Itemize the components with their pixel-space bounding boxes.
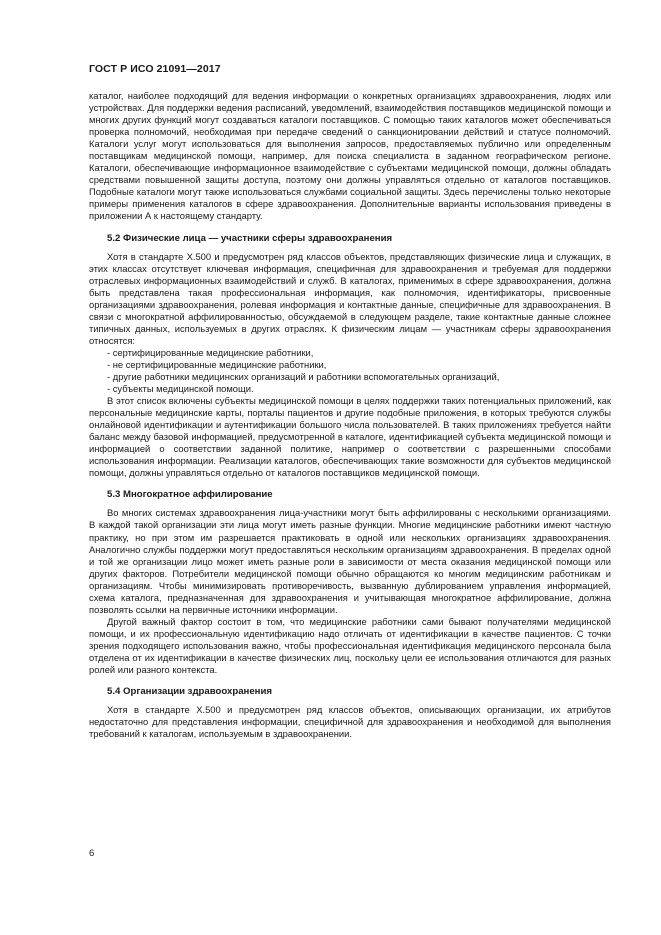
page-number: 6	[89, 848, 95, 859]
section-heading-5-2: 5.2 Физические лица — участники сферы здравоохранения	[107, 232, 393, 244]
section-5-3-paragraph-1: Во многих системах здравоохранения лица-участники могут быть аффилированы с несколькими организациями. В каждой такой организации эти лица могут иметь разные функции. Многие медицинские работники имеют частную практику, но при этом им разрешается практиковать в одной или нескольких организациях здравоохранения. Аналогично службы поддержки могут предоставляться нескольким организациям здравоохранения. В пределах одной и той же организации лицо может иметь разные роли в зависимости от места оказания медицинской помощи или других факторов. Потребители медицинской помощи обычно обращаются ко многим медицинским работникам и организациям. Чтобы минимизировать противоречивость, вызванную дублированием управления информацией, схема каталога, предназначенная для здравоохранения и учитывающая многократное аффилирование, должна позволять ссылки на первичные источники информации.	[89, 507, 611, 615]
section-5-3-paragraph-2: Другой важный фактор состоит в том, что медицинские работники сами бывают получателями медицинской помощи, и их профессиональную идентификацию надо отличать от идентификации в качестве пациентов. С точки зрения подходящего использования важно, чтобы профессиональная идентификация медицинского персонала была отделена от их идентификации в качестве физических лиц, поскольку цели ее использования отличаются для разных ролей или разного контекста.	[89, 615, 611, 676]
section-5-4-paragraph-1: Хотя в стандарте Х.500 и предусмотрен ряд классов объектов, описывающих организации, их атрибутов недостаточно для представления информации, специфичной для здравоохранения и необходимой для выполнения требований к каталогам, используемым в здравоохранении.	[89, 704, 611, 740]
list-item: - сертифицированные медицинские работники,	[107, 346, 314, 358]
list-item: - не сертифицированные медицинские работники,	[107, 358, 327, 370]
section-heading-5-4: 5.4 Организации здравоохранения	[107, 686, 272, 698]
list-item: - субъекты медицинской помощи.	[107, 383, 254, 395]
section-5-2-paragraph-2: В этот список включены субъекты медицинской помощи в целях поддержки таких потенциальных приложений, как персональные медицинские карты, порталы пациентов и другие подобные приложения, в которых требуются службы онлайновой идентификации и аутентификации большого числа пользователей. В таких приложениях требуется найти баланс между базовой информацией, предусмотренной в каталоге, идентификацией субъекта медицинской помощи и информацией о соответствии заданной политике, например о соответствии с разрешенными способами использования информации. Реализации каталогов, обеспечивающих такие возможности для субъектов медицинской помощи, должны управляться отдельно от каталогов поставщиков медицинской помощи.	[89, 395, 611, 479]
intro-paragraph: каталог, наиболее подходящий для ведения информации о конкретных организациях здравоохранения, людях или устройствах. Для поддержки ведения расписаний, уведомлений, взаимодействия поставщиков медицинской помощи и многих других функций могут создаваться каталоги поставщиков. С помощью таких каталогов может обеспечиваться проверка полномочий, необходимая при передаче сведений о санкционировании действий и статусе полномочий. Каталоги услуг могут использоваться для выполнения запросов, предоставляемых публично или определенным поставщикам медицинской помощи, например, для поиска специалиста в заданном географическом регионе. Каталоги, обеспечивающие информационное взаимодействие с субъектами медицинской помощи, должны обладать средствами повышенной защиты доступа, поэтому они должны управляться отдельно от каталогов поставщиков. Подобные каталоги могут также использоваться службами социальной защиты. Здесь перечислены только некоторые примеры применения каталогов в сфере здравоохранения. Дополнительные варианты использования приведены в приложении А к настоящему стандарту.	[89, 90, 611, 222]
section-heading-5-3: 5.3 Многократное аффилирование	[107, 489, 273, 501]
document-body	[89, 90, 611, 740]
list-item: - другие работники медицинских организаций и работники вспомогательных организаций,	[107, 370, 500, 382]
section-5-2-paragraph-1: Хотя в стандарте Х.500 и предусмотрен ряд классов объектов, представляющих физические лица и служащих, в этих классах отсутствует ключевая информация, специфичная для здравоохранения и требуемая для поддержки отраслевых информационных взаимодействий и служб. В каталогах, применимых в сфере здравоохранения, должна быть представлена такая профессиональная информация, как полномочия, идентификаторы, присвоенные организациями здравоохранения, ролевая информация и контактные данные, специфичные для здравоохранения. В связи с многократной аффилированностью, обсуждаемой в следующем разделе, такие контактные данные сложнее типичных данных, используемых в других отраслях. К физическим лицам — участникам сферы здравоохранения относятся:	[89, 250, 611, 346]
document-header-title: ГОСТ Р ИСО 21091—2017	[89, 63, 221, 75]
